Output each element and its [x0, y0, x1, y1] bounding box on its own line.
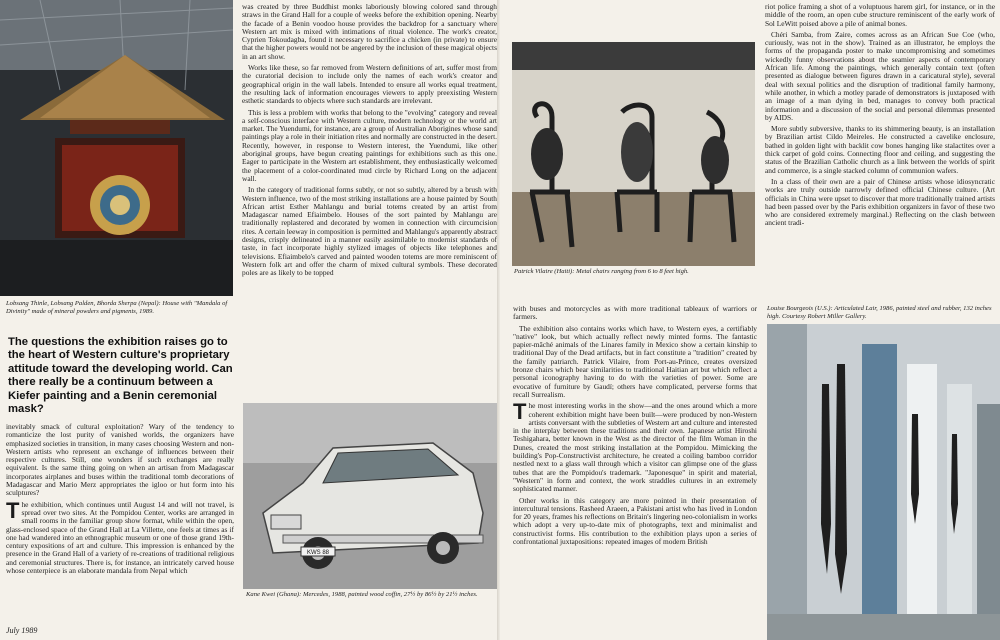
right-column-d	[765, 3, 995, 303]
left-column-b	[242, 3, 497, 391]
paragraph-text: he exhibition, which continues until August 14 and will not travel, is spread over two sites. At the Pompidou Center, works are arranged in small rooms in the familiar group show format, while within the open, glass-enclosed space of the Grand Hall at La Villette, one feels at times as if one had wandered into an ethnographic museum or one of those grand 19th-century expositions of art and culture. This impression is enhanced by the presence in the Grand Hall of a variety of re-creations of traditional religious and ceremonial structures. There is, for instance, an intricately carved house whose centerpiece is an elaborate mandala from Nepal which	[6, 499, 234, 576]
folio: July 1989	[6, 626, 38, 635]
photo-metal-chairs	[512, 42, 755, 266]
pull-quote: The questions the exhibition raises go to the heart of Western culture's proprietary attitude toward the developing world. Can there really be a continuum between a Kiefer painting and a Benin ceremonial mask?	[8, 336, 233, 416]
paragraph-text: he most interesting works in the show—and the ones around which a more coherent exhibition might have been built—were produced by non-Western artists conversant with the subtleties of Western art and culture and interested in the interplay between these traditions and their own. Japanese artist Hiroshi Teshigahara, better known in the West as the director of the film Woman in the Dunes, created the most striking installation at the Pompidou. Mimicking the building's Pop-Constructivist architecture, he created a coiling bamboo corridor nestled next to a glass wall through which a visitor can glimpse one of the glass tubes that are the Pompidou's trademark. "Japonesque" in spirit and material, "Western" in form and context, the work straddles cultures in an extremely sophisticated manner.	[513, 401, 757, 494]
paragraph: was created by three Buddhist monks laboriously blowing colored sand through straws in the Grand Hall for a couple of weeks before the exhibition opening. Nearby the facade of a Benin voodoo house provides the backdrop for a sanctuary where Western art mix is mixed with intimations of ritual violence. The work's creator, Cyprien Tokoudagba, found it necessary to sacrifice a chicken (in private) to ensure that the higher powers would not be angered by the inclusion of these magical objects in an art show.	[242, 3, 497, 61]
paragraph: More subtly subversive, thanks to its shimmering beauty, is an installation by Brazilian artist Cildo Meireles. He constructed a cavelike enclosure, bathed in golden light with backlit cow bones hanging like stalactites over a thick carpet of gold coins. Connecting floor and ceiling, and suggesting the status of the Brazilian Catholic church as a link between the worlds of spirit and commerce, is a single stacked column of communion wafers.	[765, 124, 995, 175]
paragraph: Other works in this category are more pointed in their presentation of intercultural tensions. Rasheed Araeen, a Pakistani artist who has lived in London for 20 years, frames his reflections on Britain's lingering neo-colonialism in works which adopt a very up-to-date mix of photographs, text and minimalist and constructivist forms. His contribution to the exhibition plays upon a series of confrontational juxtapositions: repeated images of modern British	[513, 495, 757, 547]
paragraph: Chéri Samba, from Zaire, comes across as an African Sue Coe (who, curiously, was not in the show). Trained as an illustrator, he employs the forms of the propaganda poster to make uncompromising and sometimes wickedly funny observations about the seamier aspects of contemporary African life. Among the paintings, which generally contain text (often presented as dialogue between figures drawn in a caricatural style), several deal with sexual politics and the disruption of traditional family harmony, while another, in which a motley parade of demonstrators is juxtaposed with an image of a man dying in bed, manages to convey both practical information and a discussion of the social and personal dilemmas presented by AIDS.	[765, 29, 995, 122]
paragraph: with buses and motorcycles as with more traditional tableaux of warriors or farmers.	[513, 305, 757, 322]
paragraph: In the category of traditional forms subtly, or not so subtly, altered by a brush with Western influence, two of the most striking installations are a house painted by South African artist Esther Mahlangu and burial totems created by an artist from Madagascar named Efiaimbelo. Houses of the sort painted by Mahlangu are traditionally replastered and decorated by women in connection with circumcision rites. A certain leeway in composition is permitted and Mahlangu's apparently abstract designs, crisply delineated in a manner easily assimilable to modernist standards of taste, in fact incorporate highly stylized images of objects like telephones and televisions. Efiaimbelo's carved and painted wooden totems are more reminiscent of Western folk art and offer the charm of mixed cultural symbols. These decorated poles are as likely to be topped	[242, 185, 497, 278]
right-column-c	[513, 305, 757, 635]
paragraph: This is less a problem with works that belong to the "evolving" category and reveal a self-conscious interface with Western culture, modern technology or the world art market. The Yuendumi, for instance, are a group of Australian Aborigines whose sand paintings play a role in their initiation rites and normally are constructed in the desert. Recently, however, in response to Western interest, the Yuendumi, like other aboriginal groups, have begun creating paintings for exhibitions such as this one. Eager to participate in the Western art establishment, they enthusiastically welcomed the placement of a color-coordinated mud circle by Richard Long on the adjacent wall.	[242, 107, 497, 183]
left-column-a	[6, 423, 234, 623]
paragraph: The exhibition also contains works which have, to Western eyes, a certifiably "native" look, but which actually reflect newly minted forms. The fantastic papier-mâché animals of the Linares family in Mexico show a certain kinship to traditional Day of the Dead artifacts, but in fact constitute a "tradition" created by the family patriarch. Patrick Vilaire, from Port-au-Prince, creates oversized bronze chairs which bear similarities to traditional Haitian art but which reflect a personal iconography having to do with the varieties of power. Some are evocative of furniture by Gaudí; others have complicated, perverse forms that recall Surrealism.	[513, 323, 757, 399]
caption-chairs: Patrick Vilaire (Haiti): Metal chairs ranging from 6 to 8 feet high.	[514, 268, 689, 275]
drop-cap: T	[513, 399, 527, 425]
paragraph: riot police framing a shot of a voluptuous harem girl, for instance, or in the middle of the room, an open cube structure reminiscent of the early work of Sol LeWitt poised above a pile of animal bones.	[765, 3, 995, 28]
photo-articulated-lair	[767, 324, 1000, 640]
caption-mandala: Lobsang Thinle, Lobsang Palden, Bhorda Sherpa (Nepal): House with "Mandala of Divinity" made of mineral powders and pigments, 1989.	[6, 300, 228, 315]
caption-lair: Louise Bourgeois (U.S.): Articulated Lair, 1986, painted steel and rubber, 132 inches high. Courtesy Robert Miller Gallery.	[767, 305, 992, 320]
drop-cap: T	[6, 497, 20, 523]
paragraph: Works like these, so far removed from Western definitions of art, suffer most from the curatorial decision to include only the names of each work's creator and geographical origin in the wall labels. Intended to ensure all works equal treatment, the resulting lack of information encourages viewers to apply preexisting Western esthetic standards to objects where such standards are irrelevant.	[242, 63, 497, 106]
paragraph-dropcap	[6, 497, 234, 576]
coffin-plate: KWS 88	[306, 550, 330, 556]
photo-mandala-house	[0, 0, 233, 296]
paragraph-dropcap	[513, 399, 757, 494]
right-page	[500, 0, 1000, 640]
photo-mercedes-coffin	[243, 403, 497, 589]
caption-coffin: Kane Kwei (Ghana): Mercedes, 1988, painted wood coffin, 27½ by 86½ by 21½ inches.	[246, 591, 478, 598]
paragraph: inevitably smack of cultural exploitation? Wary of the tendency to romanticize the lost purity of vanished worlds, the organizers have emphasized societies in transition, in many cases choosing Western and non-Western artists who represent an exchange of influences between their respective cultures. Still, one wonders if such exchanges are really equivalent. Is the same thing going on when an artisan from Madagascar incorporates airplanes and buses within the traditional tomb decorations of Madagascar and Mario Merz appropriates the igloo or hut form into his sculptures?	[6, 423, 234, 498]
paragraph: In a class of their own are a pair of Chinese artists whose idiosyncratic works are truly outside narrowly defined official Chinese culture. (Art officials in China were upset to discover that more traditionally trained artists had been passed over by the Paris exhibition organizers in favor of these two who are considered extremely marginal.) Reflecting on the clash between ancient tradi-	[765, 176, 995, 228]
